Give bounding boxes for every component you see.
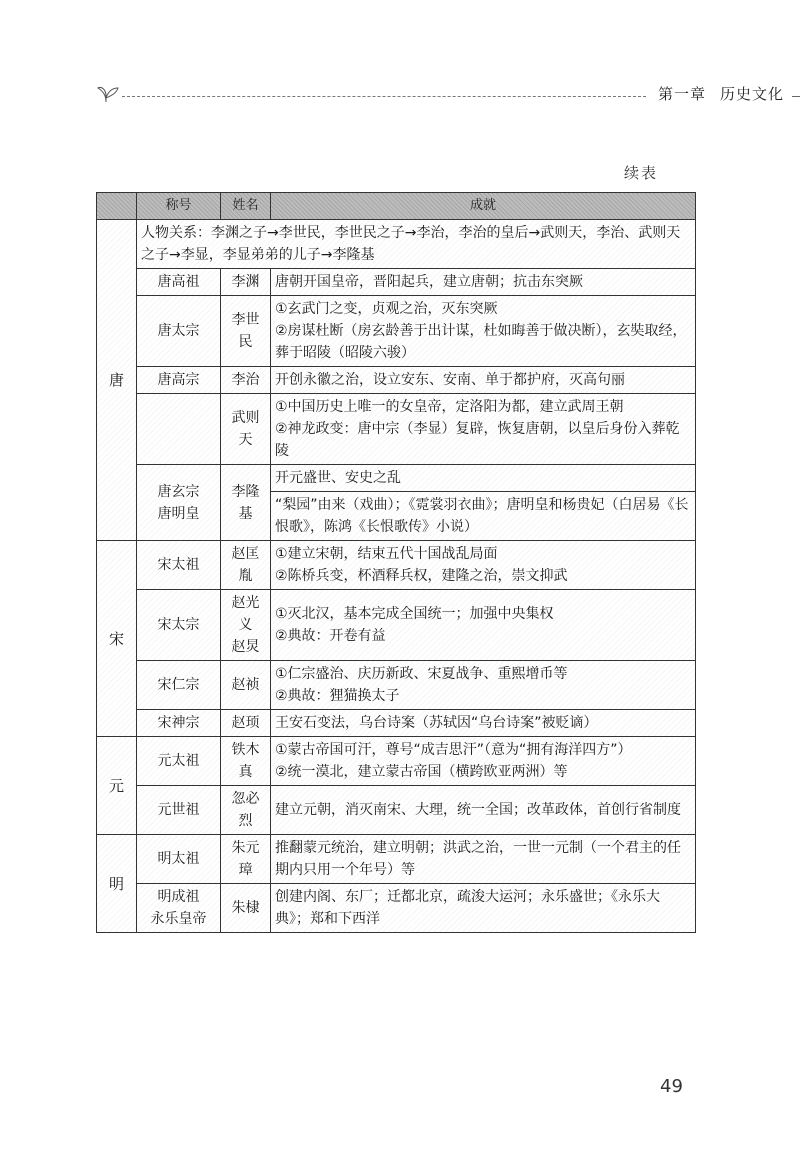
- table-row: [97, 296, 696, 367]
- achievement-line: ①仁宗盛治、庆历新政、宋夏战争、重熙增币等: [275, 666, 568, 682]
- header-name: 姓名: [221, 193, 271, 220]
- chapter-heading: [658, 83, 798, 104]
- page-header: [92, 80, 785, 106]
- table-row: [97, 394, 696, 465]
- table-row: [97, 590, 696, 661]
- achievement: 王安石变法，乌台诗案（苏轼因“乌台诗案”被贬谪）: [271, 710, 696, 737]
- table-row: [97, 737, 696, 786]
- emperor-title: 唐高祖: [137, 269, 221, 296]
- achievement-line: ②房谋杜断（房玄龄善于出计谋，杜如晦善于做决断），玄奘取经，葬于昭陵（昭陵六骏）: [275, 323, 687, 361]
- achievement-line: ②典故：开卷有益: [275, 628, 386, 644]
- emperor-name: 赵祯: [221, 661, 271, 710]
- table-row: [97, 661, 696, 710]
- table-row: [97, 541, 696, 590]
- sprout-icon: [92, 80, 122, 104]
- achievement: 唐朝开国皇帝，晋阳起兵，建立唐朝；抗击东突厥: [271, 269, 696, 296]
- achievement-line: ②统一漠北，建立蒙古帝国（横跨欧亚两洲）等: [275, 764, 568, 780]
- emperor-title: [137, 394, 221, 465]
- achievement-line: ①灭北汉，基本完成全国统一；加强中央集权: [275, 606, 554, 622]
- table-row: [97, 269, 696, 296]
- emperor-title: 元太祖: [137, 737, 221, 786]
- dynasty-yuan: 元: [97, 737, 137, 835]
- achievement-line: ①蒙古帝国可汗，尊号“成吉思汗”（意为“拥有海洋四方”）: [275, 742, 632, 758]
- history-table: [96, 192, 696, 933]
- achievement-line: ①中国历史上唯一的女皇帝，定洛阳为都，建立武周王朝: [275, 399, 624, 415]
- chapter-title: 历史文化: [720, 85, 785, 103]
- achievement-line: ①建立宋朝，结束五代十国战乱局面: [275, 546, 498, 562]
- emperor-title: 宋太祖: [137, 541, 221, 590]
- header-rule-right: [792, 96, 800, 97]
- relation-note: 人物关系：李渊之子→李世民，李世民之子→李治，李治的皇后→武则天，李治、武则天之子→李显，李显弟弟的儿子→李隆基: [137, 220, 696, 269]
- achievement: [271, 737, 696, 786]
- header-title: 称号: [137, 193, 221, 220]
- achievement: [271, 590, 696, 661]
- chapter-number: 第一章: [658, 85, 707, 103]
- achievement: 创建内阁、东厂；迁都北京，疏浚大运河；永乐盛世；《永乐大典》；郑和下西洋: [271, 884, 696, 933]
- table-row: [97, 835, 696, 884]
- title-line: 永乐皇帝: [150, 911, 207, 927]
- emperor-title: [137, 884, 221, 933]
- emperor-title: 元世祖: [137, 786, 221, 835]
- achievement: 开创永徽之治，设立安东、安南、单于都护府，灭高句丽: [271, 367, 696, 394]
- table-row: [97, 465, 696, 541]
- emperor-title: 宋仁宗: [137, 661, 221, 710]
- page-number: 49: [660, 1076, 683, 1097]
- emperor-name: 忽必烈: [221, 786, 271, 835]
- table-header-row: [97, 193, 696, 220]
- table-row: [97, 367, 696, 394]
- table-row: [97, 710, 696, 737]
- achievement: [271, 661, 696, 710]
- dynasty-ming: 明: [97, 835, 137, 933]
- header-achievement: 成就: [271, 193, 696, 220]
- emperor-title: 唐太宗: [137, 296, 221, 367]
- title-line: 唐明皇: [157, 505, 200, 522]
- emperor-name: 朱元璋: [221, 835, 271, 884]
- emperor-name: 朱棣: [221, 884, 271, 933]
- emperor-name: 李渊: [221, 269, 271, 296]
- achievement-line: “梨园”由来（戏曲）；《霓裳羽衣曲》；唐明皇和杨贵妃（白居易《长恨歌》，陈鸿《长恨歌传》小说）: [275, 497, 689, 535]
- achievement-line: ①玄武门之变，贞观之治，灭东突厥: [275, 301, 498, 317]
- achievement-line: ②陈桥兵变，杯酒释兵权，建隆之治，崇文抑武: [275, 568, 568, 584]
- achievement: [271, 394, 696, 465]
- header-rule-left: [122, 96, 646, 97]
- title-line: 明成祖: [157, 889, 200, 905]
- emperor-title: 宋神宗: [137, 710, 221, 737]
- table-row: [97, 786, 696, 835]
- emperor-title: 明太祖: [137, 835, 221, 884]
- emperor-name: 李治: [221, 367, 271, 394]
- emperor-title: 宋太宗: [137, 590, 221, 661]
- emperor-name: 武则天: [221, 394, 271, 465]
- emperor-name: 李世民: [221, 296, 271, 367]
- achievement-line: 开元盛世、安史之乱: [271, 467, 695, 492]
- emperor-name: 赵匡胤: [221, 541, 271, 590]
- emperor-name: 铁木真: [221, 737, 271, 786]
- achievement: [271, 465, 696, 541]
- achievement-line: ②典故：狸猫换太子: [275, 688, 400, 704]
- header-dynasty: [97, 193, 137, 220]
- dynasty-tang: 唐: [97, 220, 137, 541]
- emperor-name: 李隆基: [221, 465, 271, 541]
- achievement: 推翻蒙元统治，建立明朝；洪武之治，一世一元制（一个君主的任期内只用一个年号）等: [271, 835, 696, 884]
- continued-label: 续表: [624, 164, 659, 182]
- dynasty-song: 宋: [97, 541, 137, 737]
- achievement-line: ②神龙政变：唐中宗（李显）复辟，恢复唐朝，以皇后身份入葬乾陵: [275, 421, 680, 459]
- achievement: 建立元朝，消灭南宋、大理，统一全国；改革政体，首创行省制度: [271, 786, 696, 835]
- title-line: 唐玄宗: [157, 483, 200, 500]
- table-row: [97, 220, 696, 269]
- name-line: 赵光义: [231, 595, 260, 633]
- table-row: [97, 884, 696, 933]
- emperor-title: [137, 465, 221, 541]
- achievement: [271, 541, 696, 590]
- name-line: 赵炅: [231, 639, 260, 655]
- emperor-name: [221, 590, 271, 661]
- emperor-name: 赵顼: [221, 710, 271, 737]
- emperor-title: 唐高宗: [137, 367, 221, 394]
- achievement: [271, 296, 696, 367]
